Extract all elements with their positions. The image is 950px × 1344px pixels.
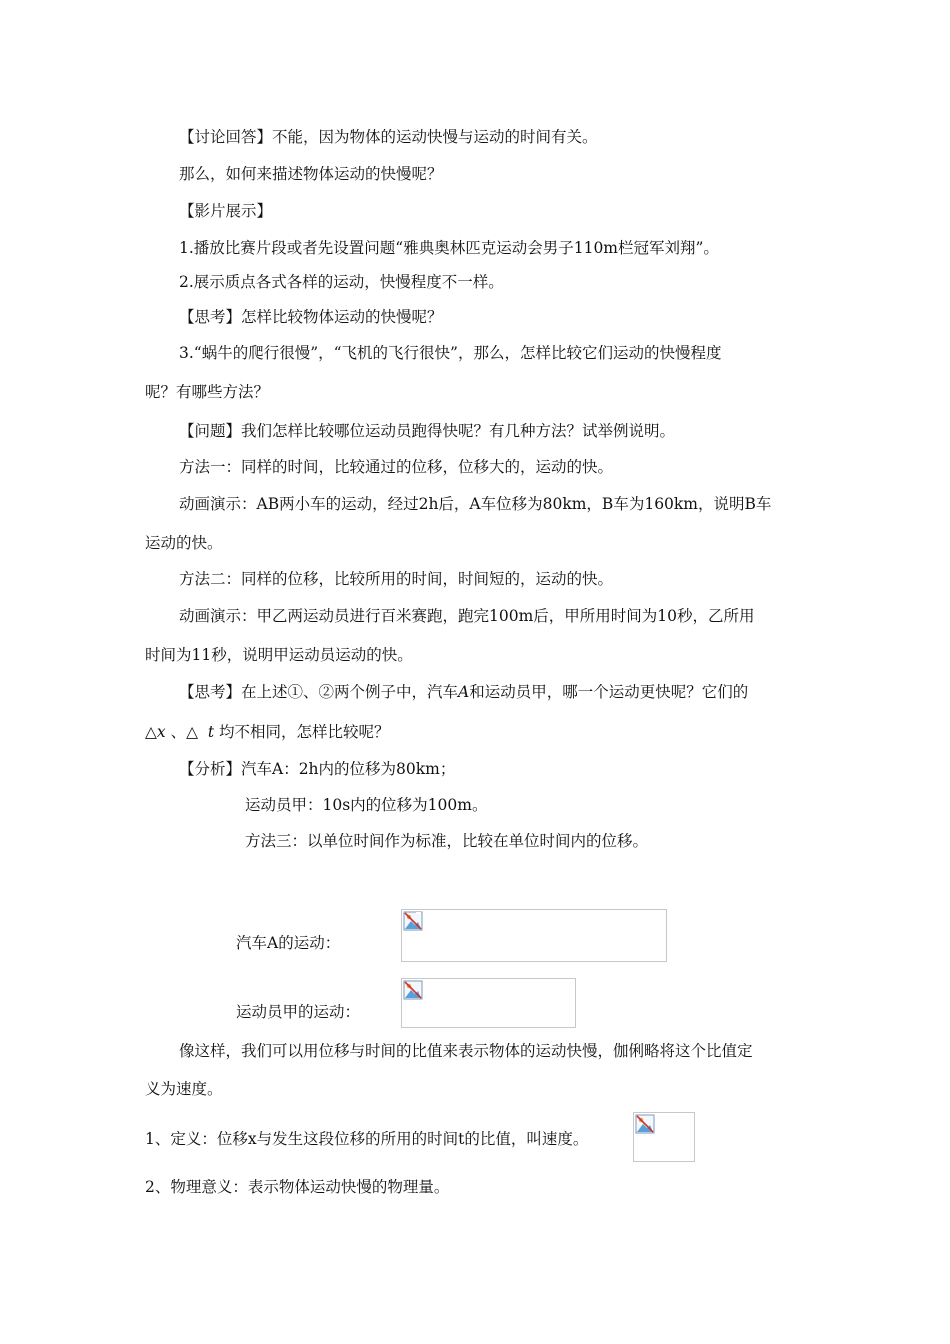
definition: 1、定义：位移x与发生这段位移的所用的时间t的比值，叫速度。 <box>145 1130 589 1148</box>
item-1: 1.播放比赛片段或者先设置问题“雅典奥林匹克运动会男子110m栏冠军刘翔”。 <box>179 239 719 257</box>
delta-separator: 、△ <box>165 723 208 741</box>
item-3-cont: 呢？有哪些方法？ <box>145 383 270 401</box>
problem: 【问题】我们怎样比较哪位运动员跑得快呢？有几种方法？试举例说明。 <box>179 422 676 440</box>
var-x: x <box>156 723 166 741</box>
animation-2-cont: 时间为11秒，说明甲运动员运动的快。 <box>145 646 413 664</box>
delta-symbol: △ <box>145 723 157 741</box>
think-2-tail: 均不相同，怎样比较呢？ <box>214 723 390 741</box>
method-2: 方法二：同样的位移，比较所用的时间，时间短的，运动的快。 <box>179 570 614 588</box>
car-motion-label: 汽车A的运动： <box>236 934 341 952</box>
item-3: 3.“蜗牛的爬行很慢”，“飞机的飞行很快”，那么，怎样比较它们运动的快慢程度 <box>179 344 722 362</box>
item-2: 2.展示质点各式各样的运动，快慢程度不一样。 <box>179 273 504 291</box>
video-heading: 【影片展示】 <box>179 202 273 220</box>
think-2-part1: 【思考】在上述①、②两个例子中，汽车 <box>179 683 459 701</box>
think-1: 【思考】怎样比较物体运动的快慢呢？ <box>179 308 443 326</box>
question-how-describe: 那么，如何来描述物体运动的快慢呢？ <box>179 165 443 183</box>
think-2-cont <box>145 722 390 742</box>
ratio-intro: 像这样，我们可以用位移与时间的比值来表示物体的运动快慢，伽俐略将这个比值定 <box>179 1042 753 1060</box>
var-t: t <box>207 723 215 741</box>
broken-image-icon <box>635 1114 655 1134</box>
animation-1: 动画演示：AB两小车的运动，经过2h后，A车位移为80km，B车为160km，说明B车 <box>179 495 772 513</box>
runner-formula-image <box>401 978 576 1028</box>
method-1: 方法一：同样的时间，比较通过的位移，位移大的，运动的快。 <box>179 458 614 476</box>
method-3: 方法三：以单位时间作为标准，比较在单位时间内的位移。 <box>245 832 649 850</box>
animation-2: 动画演示：甲乙两运动员进行百米赛跑，跑完100m后，甲所用时间为10秒，乙所用 <box>179 607 755 625</box>
discussion-answer: 【讨论回答】不能，因为物体的运动快慢与运动的时间有关。 <box>179 128 598 146</box>
velocity-formula-image <box>633 1112 695 1162</box>
car-formula-image <box>401 909 667 962</box>
analysis: 【分析】汽车A：2h内的位移为80km； <box>179 760 456 778</box>
physical-meaning: 2、物理意义：表示物体运动快慢的物理量。 <box>145 1178 450 1196</box>
think-2 <box>179 682 748 702</box>
broken-image-icon <box>403 980 423 1000</box>
broken-image-icon <box>403 911 423 931</box>
ratio-intro-cont: 义为速度。 <box>145 1080 223 1098</box>
think-2-var-a: A <box>458 683 470 701</box>
runner-motion-label: 运动员甲的运动： <box>236 1003 361 1021</box>
analysis-runner: 运动员甲：10s内的位移为100m。 <box>245 796 488 814</box>
think-2-part2: 和运动员甲，哪一个运动更快呢？它们的 <box>469 683 749 701</box>
animation-1-cont: 运动的快。 <box>145 534 223 552</box>
